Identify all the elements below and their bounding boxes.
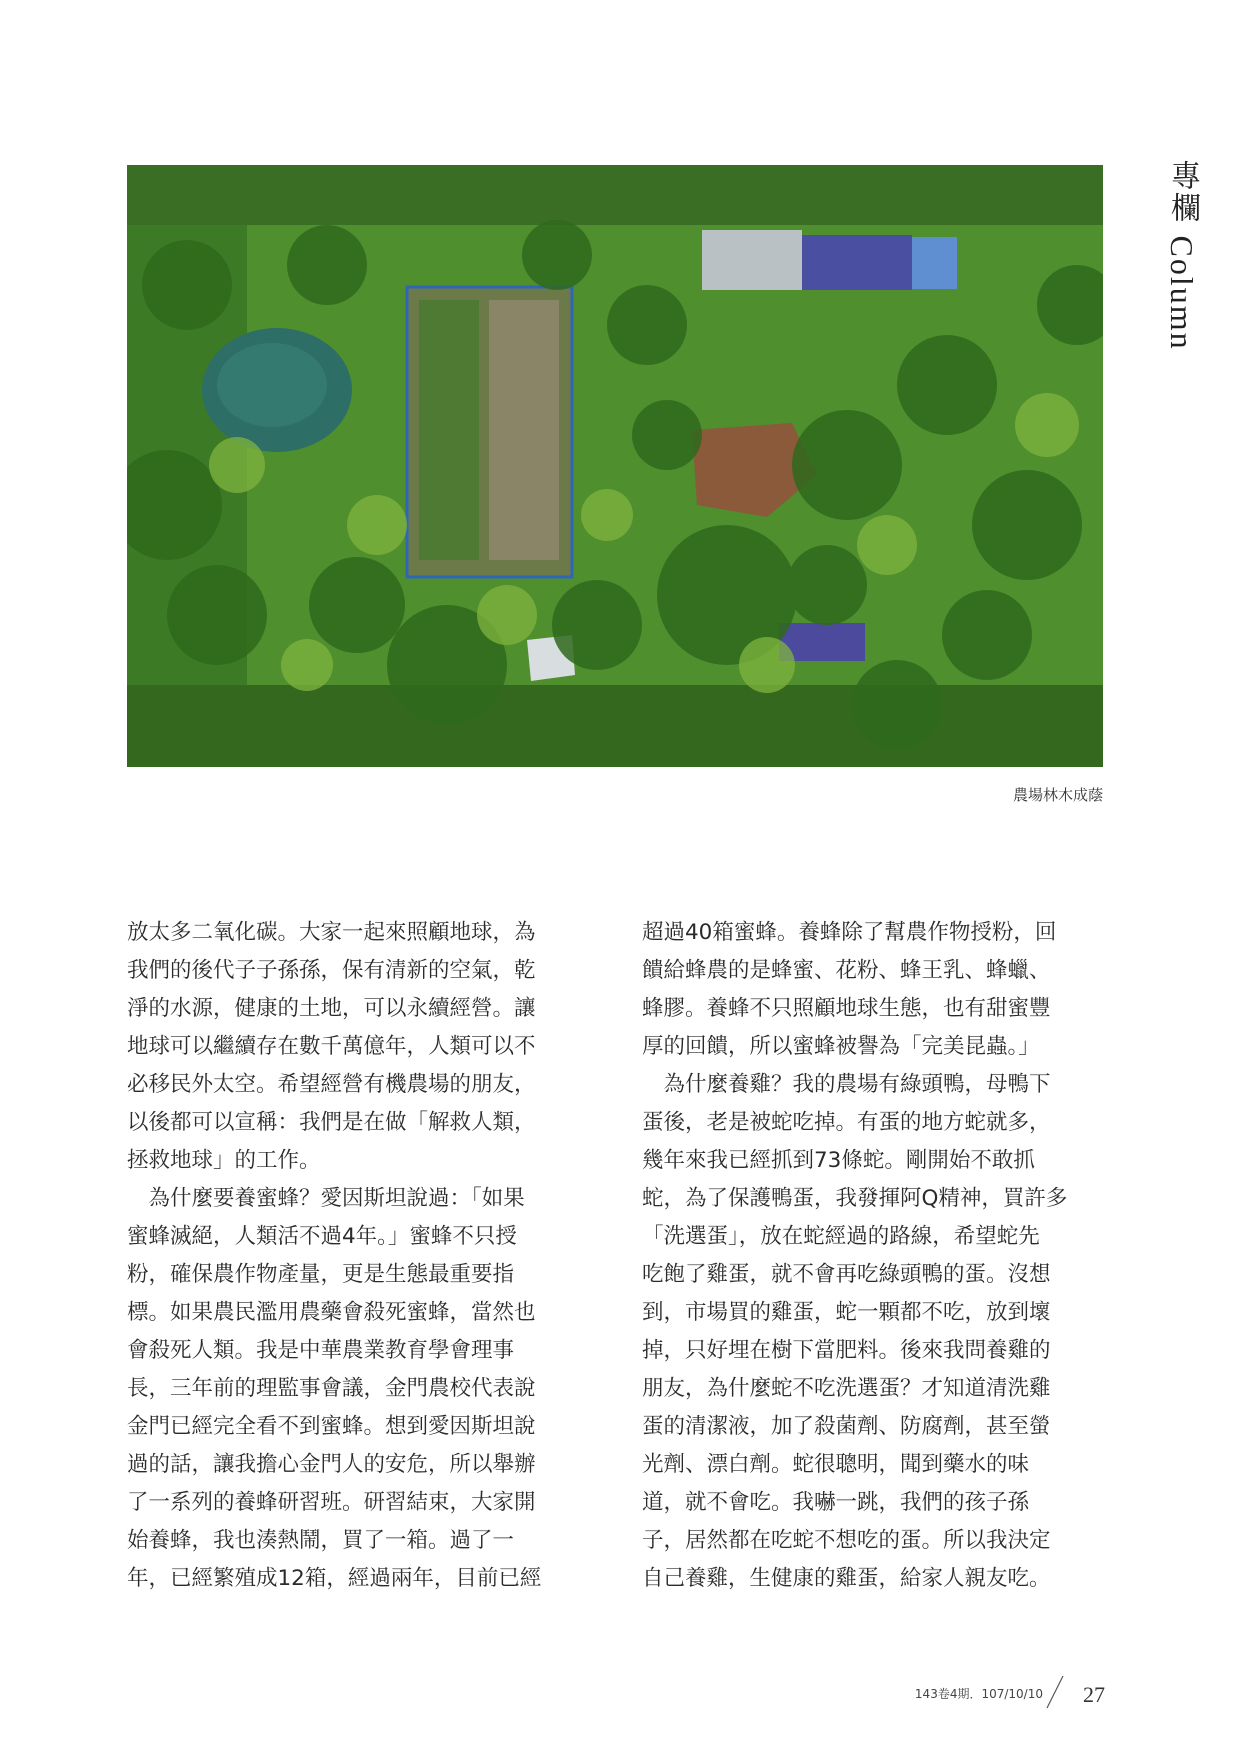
page-footer <box>800 1670 1105 1710</box>
text-line: 自己養雞，生健康的雞蛋，給家人親友吃。 <box>642 1566 1051 1591</box>
text-line: 放太多二氧化碳。大家一起來照顧地球，為 <box>127 920 536 945</box>
text-line: 年，已經繁殖成12箱，經過兩年，目前已經 <box>127 1566 542 1591</box>
text-line: 光劑、漂白劑。蛇很聰明，聞到藥水的味 <box>642 1452 1030 1477</box>
text-line: 為什麼要養蜜蜂？愛因斯坦說過：「如果 <box>127 1186 525 1211</box>
page-number: 27 <box>1083 1682 1105 1707</box>
text-line: 蜜蜂滅絕，人類活不過4年。」蜜蜂不只授 <box>127 1224 517 1249</box>
text-line: 蛋後，老是被蛇吃掉。有蛋的地方蛇就多， <box>642 1110 1051 1135</box>
text-line: 淨的水源，健康的土地，可以永續經營。讓 <box>127 996 536 1021</box>
text-line: 為什麼養雞？我的農場有綠頭鴨，母鴨下 <box>642 1072 1051 1097</box>
section-label-en: Column <box>1164 235 1200 351</box>
text-line: 標。如果農民濫用農藥會殺死蜜蜂，當然也 <box>127 1300 536 1325</box>
text-line: 了一系列的養蜂研習班。研習結束，大家開 <box>127 1490 536 1515</box>
article-right-column <box>642 914 1102 1598</box>
article-left-column <box>127 914 587 1598</box>
text-line: 以後都可以宣稱：我們是在做「解救人類， <box>127 1110 536 1135</box>
issue-info: 143卷4期．107/10/10 <box>914 1687 1043 1701</box>
photo-caption: 農場林木成蔭 <box>1012 786 1103 804</box>
text-line: 粉，確保農作物產量，更是生態最重要指 <box>127 1262 515 1287</box>
text-line: 地球可以繼續存在數千萬億年，人類可以不 <box>127 1034 536 1059</box>
text-line: 蜂膠。養蜂不只照顧地球生態，也有甜蜜豐 <box>642 996 1051 1021</box>
section-label-zh: 專欄 <box>1165 160 1200 224</box>
text-line: 我們的後代子子孫孫，保有清新的空氣，乾 <box>127 958 536 983</box>
text-line: 朋友，為什麼蛇不吃洗選蛋？才知道清洗雞 <box>642 1376 1051 1401</box>
text-line: 過的話，讓我擔心金門人的安危，所以舉辦 <box>127 1452 536 1477</box>
text-line: 到，市場買的雞蛋，蛇一顆都不吃，放到壞 <box>642 1300 1051 1325</box>
text-line: 吃飽了雞蛋，就不會再吃綠頭鴨的蛋。沒想 <box>642 1262 1051 1287</box>
aerial-farm-photo <box>127 165 1103 767</box>
text-line: 厚的回饋，所以蜜蜂被譽為「完美昆蟲。」 <box>642 1034 1040 1059</box>
divider-slash <box>1045 1674 1065 1710</box>
text-line: 會殺死人類。我是中華農業教育學會理事 <box>127 1338 515 1363</box>
text-line: 拯救地球」的工作。 <box>127 1148 321 1173</box>
text-line: 必移民外太空。希望經營有機農場的朋友， <box>127 1072 536 1097</box>
text-line: 饋給蜂農的是蜂蜜、花粉、蜂王乳、蜂蠟、 <box>642 958 1051 983</box>
text-line: 子，居然都在吃蛇不想吃的蛋。所以我決定 <box>642 1528 1051 1553</box>
text-line: 蛋的清潔液，加了殺菌劑、防腐劑，甚至螢 <box>642 1414 1051 1439</box>
text-line: 幾年來我已經抓到73條蛇。剛開始不敢抓 <box>642 1148 1035 1173</box>
text-line: 蛇，為了保護鴨蛋，我發揮阿Q精神，買許多 <box>642 1186 1068 1211</box>
text-line: 「洗選蛋」，放在蛇經過的路線，希望蛇先 <box>642 1224 1040 1249</box>
text-line: 始養蜂，我也湊熱鬧，買了一箱。過了一 <box>127 1528 515 1553</box>
text-line: 超過40箱蜜蜂。養蜂除了幫農作物授粉，回 <box>642 920 1057 945</box>
text-line: 長，三年前的理監事會議，金門農校代表說 <box>127 1376 536 1401</box>
text-line: 道，就不會吃。我嚇一跳，我們的孩子孫 <box>642 1490 1030 1515</box>
aerial-farm-illustration <box>127 165 1103 767</box>
text-line: 掉，只好埋在樹下當肥料。後來我問養雞的 <box>642 1338 1051 1363</box>
text-line: 金門已經完全看不到蜜蜂。想到愛因斯坦說 <box>127 1414 536 1439</box>
column-section-label <box>1160 160 1204 351</box>
